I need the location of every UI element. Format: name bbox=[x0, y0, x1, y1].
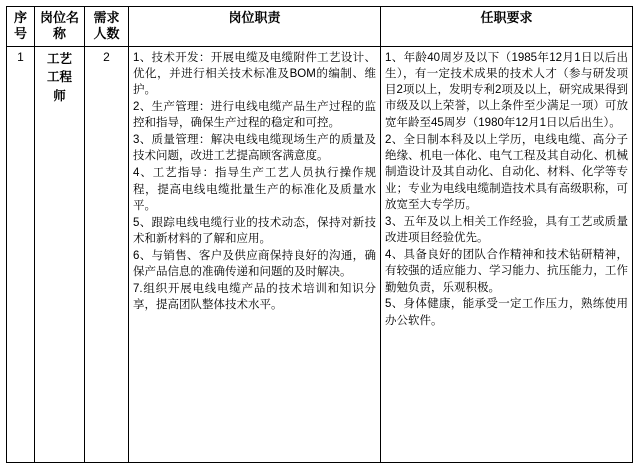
requirement-item: 4、具备良好的团队合作精神和技术钻研精神，有较强的适应能力、学习能力、抗压能力，工作勤勉负责，乐观积极。 bbox=[385, 248, 628, 294]
column-header-position-name: 岗位名称 bbox=[35, 7, 85, 47]
position-name-line-2: 工程 bbox=[46, 70, 72, 85]
duty-item: 2、生产管理：进行电线电缆产品生产过程的监控和指导，确保生产过程的稳定和可控。 bbox=[133, 100, 376, 130]
table-body bbox=[7, 46, 633, 463]
duty-item: 6、与销售、客户及供应商保持良好的沟通，确保产品信息的准确传递和问题的及时解决。 bbox=[133, 249, 376, 279]
requirement-item: 5、身体健康，能承受一定工作压力，熟练使用办公软件。 bbox=[385, 298, 628, 327]
column-header-duties: 岗位职责 bbox=[129, 7, 381, 47]
cell-headcount: 2 bbox=[85, 46, 129, 463]
column-header-requirements: 任职要求 bbox=[381, 7, 633, 47]
duty-item: 5、跟踪电线电缆行业的技术动态，保持对新技术和新材料的了解和应用。 bbox=[133, 216, 376, 246]
column-header-headcount: 需求人数 bbox=[85, 7, 129, 47]
column-header-no: 序号 bbox=[7, 7, 35, 47]
cell-requirements bbox=[381, 46, 633, 463]
requirement-item: 3、五年及以上相关工作经验，具有工艺或质量改进项目经验优先。 bbox=[385, 215, 628, 245]
table-header-row bbox=[7, 7, 633, 47]
requirement-item: 2、全日制本科及以上学历，电线电缆、高分子绝缘、机电一体化、电气工程及其自动化、机械制造设计及其自动化、自动化、材料、化学等专业；专业为电线电缆制造技术具有高级职称，可放宽至大专学历。 bbox=[385, 133, 628, 211]
table-row bbox=[7, 46, 633, 463]
cell-position-name bbox=[35, 46, 85, 463]
duty-item: 7.组织开展电线电缆产品的技术培训和知识分享，提高团队整体技术水平。 bbox=[133, 283, 376, 312]
cell-duties bbox=[129, 46, 381, 463]
job-posting-table bbox=[6, 6, 633, 463]
position-name-line-1: 工艺 bbox=[46, 51, 72, 66]
position-name-line-3: 师 bbox=[53, 89, 66, 103]
duty-item: 1、技术开发：开展电缆及电缆附件工艺设计、优化，并进行相关技术标准及BOM的编制、维护。 bbox=[133, 51, 376, 97]
table-header bbox=[7, 7, 633, 47]
cell-row-number: 1 bbox=[7, 46, 35, 463]
duty-item: 4、工艺指导：指导生产工艺人员执行操作规程，提高电线电缆批量生产的标准化及质量水平。 bbox=[133, 167, 376, 212]
duty-item: 3、质量管理：解决电线电缆现场生产的质量及技术问题，改进工艺提高顾客满意度。 bbox=[133, 134, 376, 163]
requirement-item: 1、年龄40周岁及以下（1985年12月1日以后出生），有一定技术成果的技术人才（参与研发项目2项以上，发明专利2项及以上，研究成果得到市级及以上荣誉，以上条件至少满足一项）可放宽年龄至45周岁（1980年12月1日以后出生）。 bbox=[385, 51, 628, 129]
